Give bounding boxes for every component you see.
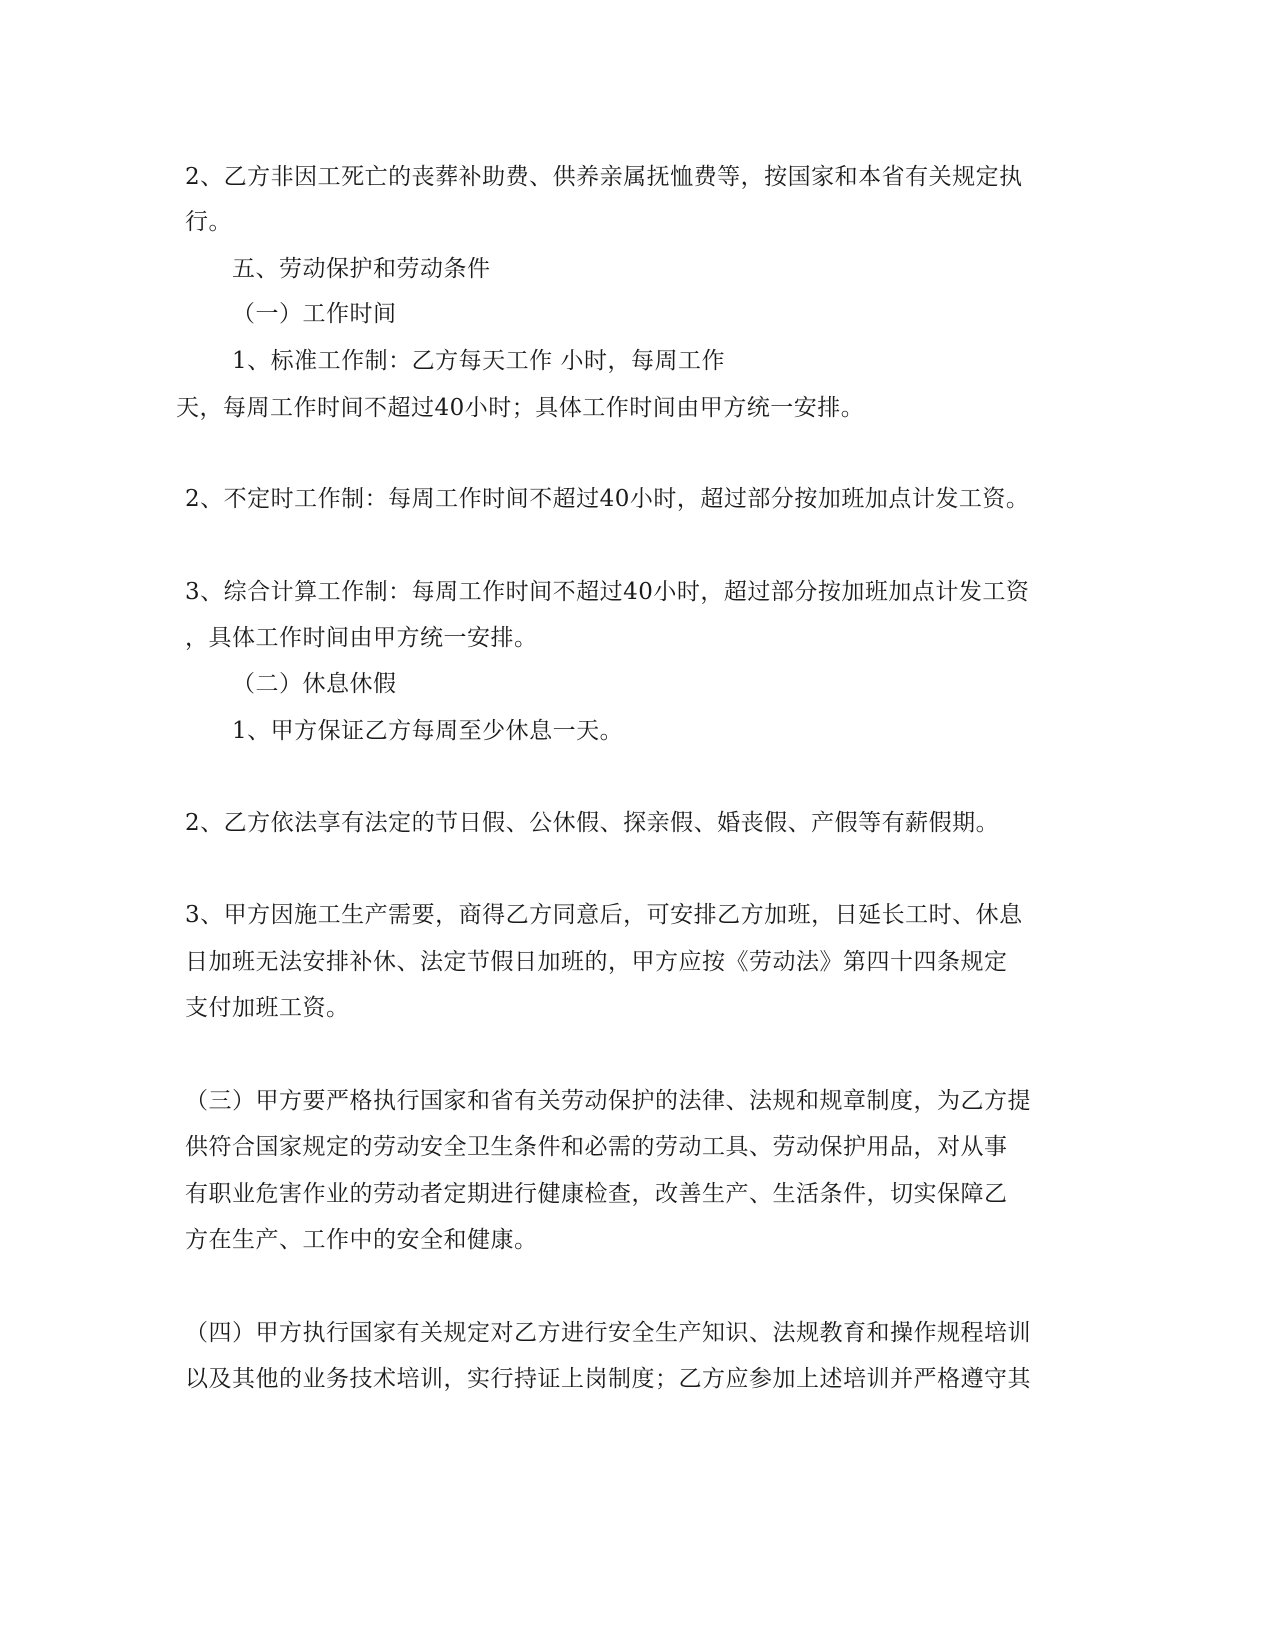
paragraph-line: 供符合国家规定的劳动安全卫生条件和必需的劳动工具、劳动保护用品，对从事 xyxy=(185,1134,1008,1160)
paragraph-line: ，具体工作时间由甲方统一安排。 xyxy=(185,625,538,651)
paragraph-line: 3、综合计算工作制：每周工作时间不超过40小时，超过部分按加班加点计发工资 xyxy=(185,579,1030,605)
paragraph-line: 2、不定时工作制：每周工作时间不超过40小时，超过部分按加班加点计发工资。 xyxy=(185,486,1030,512)
paragraph-line: 日加班无法安排补休、法定节假日加班的，甲方应按《劳动法》第四十四条规定 xyxy=(185,949,1008,975)
subsection-heading: （一）工作时间 xyxy=(232,301,397,327)
subsection-heading: （二）休息休假 xyxy=(232,671,397,697)
paragraph-line: 方在生产、工作中的安全和健康。 xyxy=(185,1227,538,1253)
paragraph-line: 以及其他的业务技术培训，实行持证上岗制度；乙方应参加上述培训并严格遵守其 xyxy=(185,1366,1031,1392)
paragraph-line: 1、标准工作制：乙方每天工作 小时，每周工作 xyxy=(232,348,725,374)
paragraph-line: 支付加班工资。 xyxy=(185,995,350,1021)
paragraph-line: 2、乙方依法享有法定的节日假、公休假、探亲假、婚丧假、产假等有薪假期。 xyxy=(185,810,1000,836)
paragraph-line: 天，每周工作时间不超过40小时；具体工作时间由甲方统一安排。 xyxy=(176,395,865,421)
paragraph-line: 2、乙方非因工死亡的丧葬补助费、供养亲属抚恤费等，按国家和本省有关规定执 xyxy=(185,164,1023,190)
section-heading: 五、劳动保护和劳动条件 xyxy=(232,256,491,282)
paragraph-line: （三）甲方要严格执行国家和省有关劳动保护的法律、法规和规章制度，为乙方提 xyxy=(185,1088,1031,1114)
paragraph-line: 有职业危害作业的劳动者定期进行健康检查，改善生产、生活条件，切实保障乙 xyxy=(185,1181,1008,1207)
paragraph-line: 3、甲方因施工生产需要，商得乙方同意后，可安排乙方加班，日延长工时、休息 xyxy=(185,902,1023,928)
paragraph-line: 1、甲方保证乙方每周至少休息一天。 xyxy=(232,718,624,744)
paragraph-line: 行。 xyxy=(185,209,232,235)
paragraph-line: （四）甲方执行国家有关规定对乙方进行安全生产知识、法规教育和操作规程培训 xyxy=(185,1320,1031,1346)
